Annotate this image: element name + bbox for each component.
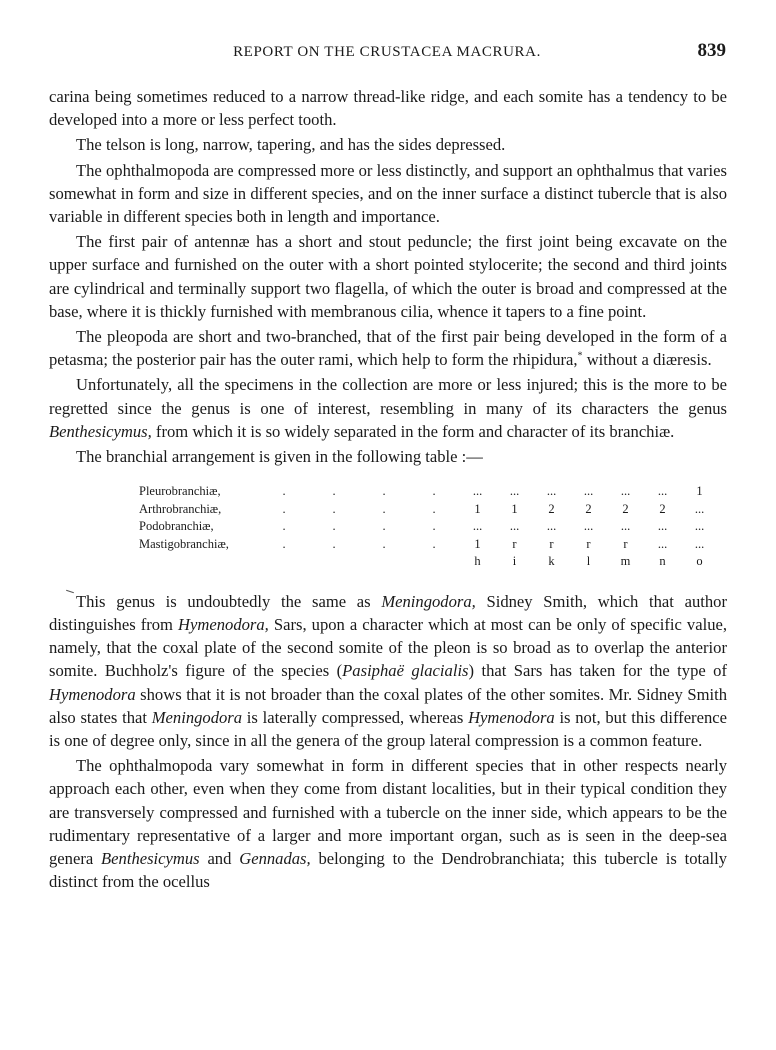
species-name: Pasiphaë glacialis [342, 661, 469, 681]
text-run: This genus is undoubtedly the same as [76, 591, 382, 611]
branchial-cell: ... [657, 519, 668, 534]
text-run: The ophthalmopoda vary somewhat in form in different species that in other respects nearly approach each other, even when they come from distant localities, but in their typical condition they are transversely compressed and furnished with a tubercle on the inner side, which appears to be the rudimentary representative of a larger and more important organ, such as is seen in the deep-sea genera [49, 756, 727, 868]
spacer-cell [359, 553, 409, 571]
text-run: ) that Sars has taken for the type of [468, 661, 727, 681]
branchial-cell: ... [620, 484, 631, 499]
branchial-row [139, 483, 718, 501]
branchial-cell: ... [583, 519, 594, 534]
spacer-cell [409, 553, 459, 571]
text-run: Sidney Smith, which that author distinguishes from [49, 591, 727, 634]
branchial-cell: ... [546, 519, 557, 534]
branchial-cell: ... [509, 519, 520, 534]
paragraph-telson: The telson is long, narrow, tapering, and has the sides depressed. [76, 135, 506, 155]
branchial-cell: ... [620, 519, 631, 534]
leader-dot: . [332, 536, 336, 551]
branchial-cell: ... [694, 501, 705, 516]
branchial-row [139, 501, 718, 519]
spacer-cell [259, 553, 309, 571]
leader-dot: . [382, 501, 386, 516]
leader-dot: . [432, 519, 436, 534]
branchial-cell: ... [694, 536, 705, 551]
text-run: from which it is so widely separated in the form and character of its branchiæ. [151, 421, 675, 441]
genus-name: Meningodora, [381, 591, 476, 611]
text-run: is not, but this difference is one of degree only, since in all the genera of the group lateral compression is a common feature. [49, 707, 727, 750]
branchial-cell: r [512, 536, 517, 551]
paragraph-meningodora [49, 590, 727, 752]
branchial-cell: ... [694, 519, 705, 534]
paragraph-antennae: The first pair of antennæ has a short and stout peduncle; the first joint being excavate on the upper surface and furnished on the outer with a short pointed stylocerite; the second and third joints are cylindrical and terminally support two flagella, of which the outer is broad and compressed at the base, where it is thickly furnished with membranous cilia, whence it tapers to a fine point. [49, 232, 727, 321]
genus-name: Benthesicymus, [49, 421, 152, 441]
leader-dot: . [332, 501, 336, 516]
leader-dot: . [382, 484, 386, 499]
branchial-cell: 1 [474, 501, 481, 516]
genus-name: Gennadas, [239, 848, 311, 868]
genus-name: Hymenodora, [178, 614, 269, 634]
spacer-cell [309, 553, 359, 571]
leader-dot: . [382, 519, 386, 534]
text-run: and [199, 848, 240, 868]
branchial-row-label: Mastigobranchiæ, [139, 536, 229, 551]
paragraph-branchial-intro: The branchial arrangement is given in the following table :— [76, 447, 483, 467]
branchial-table [139, 483, 718, 571]
branchial-cell: 2 [548, 501, 555, 516]
text-run: is laterally compressed, whereas [242, 707, 469, 727]
branchial-cell: ... [509, 484, 520, 499]
text-run: Unfortunately, all the specimens in the collection are more or less injured; this is the more to be regretted since the genus is one of interest, resembling in many of its characters the genus [49, 375, 727, 418]
running-header [48, 40, 726, 66]
spacer-cell [139, 553, 259, 571]
branchial-column-letter: l [586, 554, 591, 569]
branchial-row-label: Arthrobranchiæ, [139, 501, 222, 516]
paragraph-carina: carina being sometimes reduced to a narrow thread-like ridge, and each somite has a tendency to be developed into a more or less perfect tooth. [49, 87, 727, 130]
leader-dot: . [382, 536, 386, 551]
branchial-column-letter: k [548, 554, 555, 569]
branchial-column-letter: o [696, 554, 703, 569]
branchial-letter-row [139, 553, 718, 571]
branchial-row-label: Podobranchiæ, [139, 519, 214, 534]
genus-name: Meningodora [151, 707, 243, 727]
branchial-cell: r [623, 536, 628, 551]
page-number: 839 [697, 40, 726, 61]
text-run: shows that it is not broader than the coxal plates of the other somites. Mr. Sidney Smith also states that [49, 684, 727, 727]
genus-name: Benthesicymus [101, 848, 200, 868]
branchial-column-letter: m [620, 554, 631, 569]
branchial-cell: 2 [585, 501, 592, 516]
branchial-cell: ... [657, 484, 668, 499]
branchial-cell: r [549, 536, 554, 551]
leader-dot: . [282, 519, 286, 534]
branchial-cell: ... [472, 519, 483, 534]
text-run: without a diæresis. [582, 350, 712, 370]
leader-dot: . [432, 501, 436, 516]
footnote-marker: * [577, 350, 583, 362]
branchial-column-letter: h [474, 554, 481, 569]
branchial-column-letter: n [659, 554, 666, 569]
branchial-row-label: Pleurobranchiæ, [139, 484, 221, 499]
branchial-cell: 1 [511, 501, 518, 516]
branchial-cell: ... [583, 484, 594, 499]
leader-dot: . [332, 484, 336, 499]
leader-dot: . [282, 536, 286, 551]
branchial-row [139, 536, 718, 554]
branchial-cell: 1 [474, 536, 481, 551]
leader-dot: . [332, 519, 336, 534]
text-run: belonging to the Dendrobranchiata; this tubercle is totally distinct from the ocellus [49, 848, 727, 892]
leader-dot: . [282, 484, 286, 499]
paragraph-specimens [49, 373, 727, 443]
header-title: REPORT ON THE CRUSTACEA MACRURA. [233, 44, 541, 60]
leader-dot: . [282, 501, 286, 516]
text-run: Sars, upon a character which at most can be only of specific value, namely, that the coxal plate of the second somite of the pleon is so broad as to overlap the anterior somite. Buchholz's figure of the species ( [49, 614, 728, 681]
paragraph-ophthalmopoda: The ophthalmopoda are compressed more or less distinctly, and support an ophthalmus that varies somewhat in form and size in different species, and on the inner surface a distinct tubercle that is also variable in different species both in length and importance. [49, 160, 727, 227]
paragraph-ophthalmopoda-variation [49, 754, 727, 893]
page-body [49, 85, 727, 893]
branchial-column-letter: i [512, 554, 517, 569]
genus-name: Hymenodora [468, 707, 555, 727]
branchial-cell: r [586, 536, 591, 551]
leader-dot: . [432, 484, 436, 499]
branchial-cell: ... [657, 536, 668, 551]
paragraph-pleopoda [49, 325, 727, 371]
text-run: The pleopoda are short and two-branched, that of the first pair being developed in the form of a petasma; the posterior pair has the outer rami, which help to form the rhipidura, [49, 327, 727, 370]
genus-name: Hymenodora [49, 684, 136, 704]
branchial-cell: 2 [622, 501, 629, 516]
branchial-cell: ... [546, 484, 557, 499]
branchial-cell: ... [472, 484, 483, 499]
leader-dot: . [432, 536, 436, 551]
branchial-row [139, 518, 718, 536]
branchial-cell: 1 [696, 484, 703, 499]
branchial-cell: 2 [659, 501, 666, 516]
branchial-table-body [139, 483, 718, 571]
